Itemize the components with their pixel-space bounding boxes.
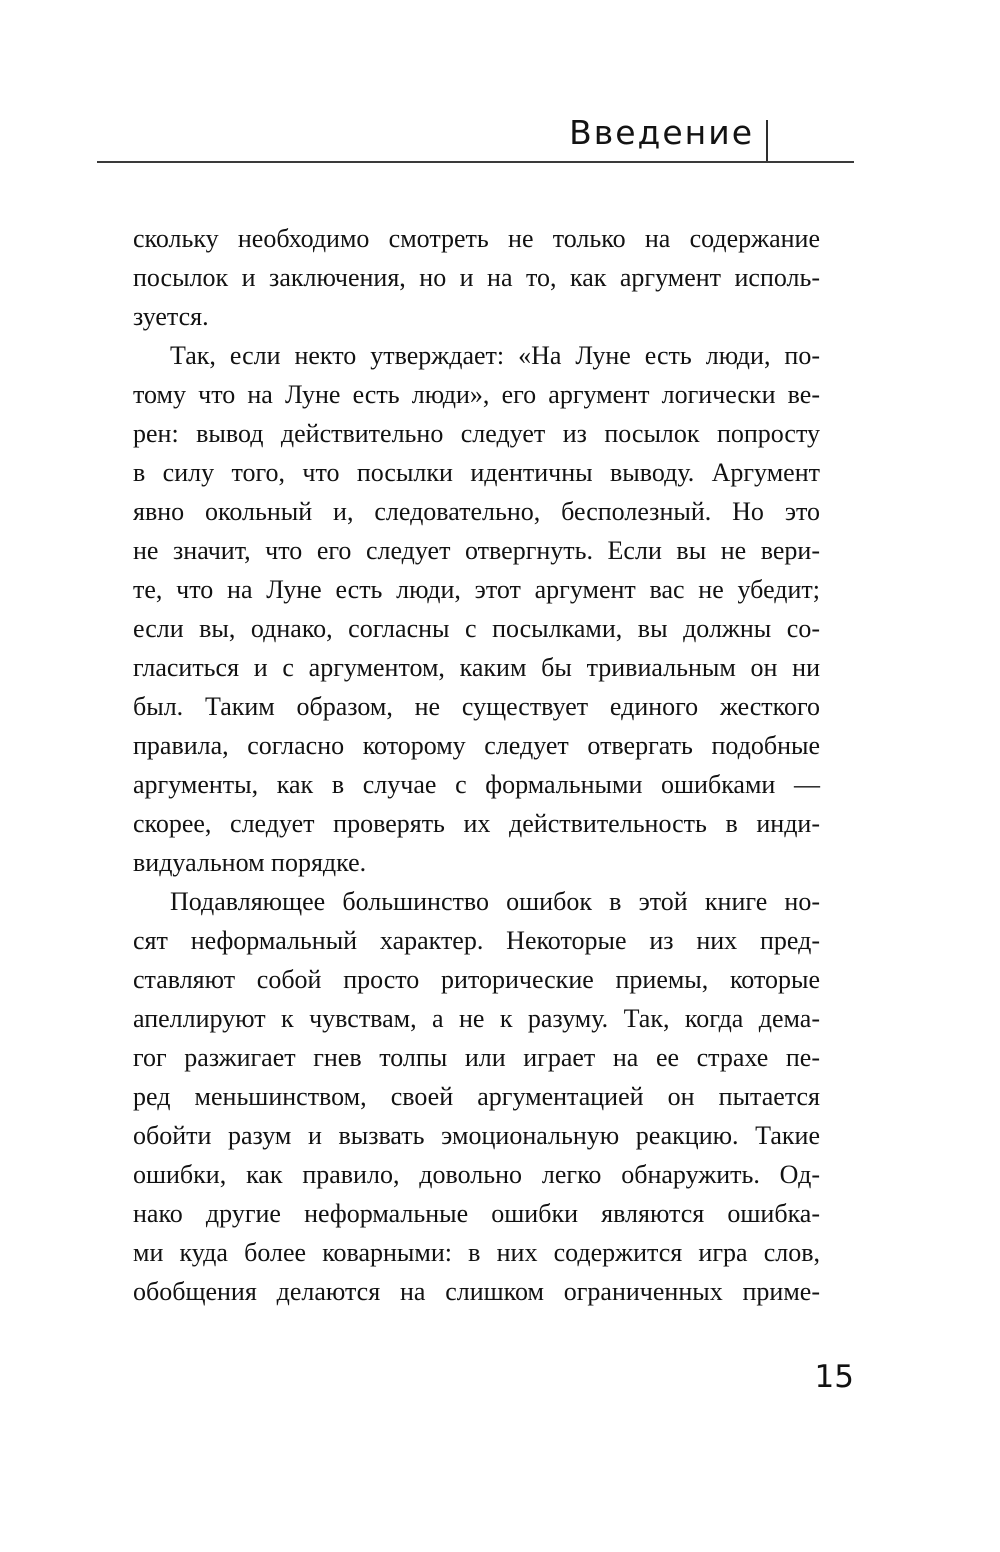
text-line: зуется.	[133, 302, 209, 331]
text-line: не значит, что его следует отвергнуть. Если вы не вери-	[133, 536, 820, 565]
text-line: гласиться и с аргументом, каким бы тривиальным он ни	[133, 653, 820, 682]
text-line: тому что на Луне есть люди», его аргумент логически ве-	[133, 380, 820, 409]
text-line: был. Таким образом, не существует единого жесткого	[133, 692, 820, 721]
text-line: гог разжигает гнев толпы или играет на ее страхе пе-	[133, 1043, 820, 1072]
text-line: ред меньшинством, своей аргументацией он пытается	[133, 1082, 820, 1111]
header-tick-rule	[766, 120, 768, 162]
text-line: в силу того, что посылки идентичны выводу. Аргумент	[133, 458, 820, 487]
text-line: скорее, следует проверять их действительность в инди-	[133, 809, 820, 838]
text-line: ставляют собой просто риторические приемы, которые	[133, 965, 820, 994]
text-line: если вы, однако, согласны с посылками, вы должны со-	[133, 614, 820, 643]
text-line: Подавляющее большинство ошибок в этой книге но-	[170, 887, 820, 916]
text-line: Так, если некто утверждает: «На Луне есть люди, по-	[170, 341, 820, 370]
text-line: аргументы, как в случае с формальными ошибками —	[133, 770, 820, 799]
text-line: ошибки, как правило, довольно легко обнаружить. Од-	[133, 1160, 820, 1189]
text-line: посылок и заключения, но и на то, как аргумент исполь-	[133, 263, 820, 292]
text-line: сят неформальный характер. Некоторые из них пред-	[133, 926, 820, 955]
text-line: нако другие неформальные ошибки являются ошибка-	[133, 1199, 820, 1228]
text-line: ми куда более коварными: в них содержится игра слов,	[133, 1238, 820, 1267]
text-line: скольку необходимо смотреть не только на содержание	[133, 224, 820, 253]
text-line: явно окольный и, следовательно, бесполезный. Но это	[133, 497, 820, 526]
text-line: апеллируют к чувствам, а не к разуму. Так, когда дема-	[133, 1004, 820, 1033]
page-header-title: Введение	[569, 113, 754, 152]
text-line: обойти разум и вызвать эмоциональную реакцию. Такие	[133, 1121, 820, 1150]
text-line: правила, согласно которому следует отвергать подобные	[133, 731, 820, 760]
header-horizontal-rule	[97, 161, 854, 163]
text-line: видуальном порядке.	[133, 848, 367, 877]
body-text	[133, 219, 820, 1311]
text-line: рен: вывод действительно следует из посылок попросту	[133, 419, 820, 448]
page-number: 15	[814, 1359, 854, 1395]
text-line: те, что на Луне есть люди, этот аргумент вас не убедит;	[133, 575, 820, 604]
text-line: обобщения делаются на слишком ограниченных приме-	[133, 1277, 820, 1306]
